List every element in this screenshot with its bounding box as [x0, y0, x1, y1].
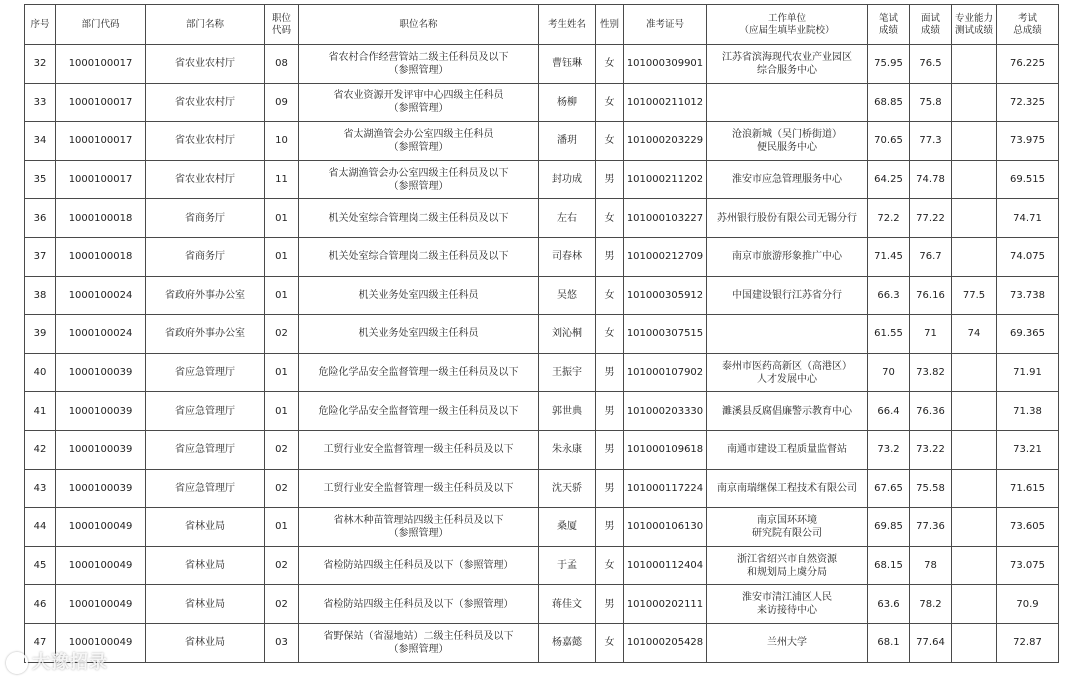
header-interview-line1: 面试: [920, 12, 940, 24]
cell-pos-name: [299, 353, 539, 392]
cell-written: 66.4: [868, 392, 910, 431]
cell-interview: 76.16: [910, 276, 952, 315]
cell-dept-name: 省应急管理厅: [146, 353, 265, 392]
cell-dept-name: 省商务厅: [146, 199, 265, 238]
cell-seq: 47: [25, 623, 56, 662]
watermark: [6, 648, 108, 674]
cell-name: 朱永康: [539, 430, 596, 469]
cell-ticket: 101000203229: [624, 122, 707, 161]
cell-seq: 38: [25, 276, 56, 315]
cell-skill: 74: [952, 315, 997, 354]
cell-gender: 男: [596, 508, 624, 547]
table-row: [25, 585, 1059, 624]
table-row: [25, 83, 1059, 122]
table-row: [25, 623, 1059, 662]
cell-skill: [952, 392, 997, 431]
cell-skill: [952, 508, 997, 547]
cell-skill: [952, 237, 997, 276]
cell-dept-code: 1000100049: [56, 508, 146, 547]
cell-total: 71.38: [997, 392, 1059, 431]
cell-pos-code: 01: [265, 199, 299, 238]
cell-interview: 76.5: [910, 45, 952, 84]
cell-employer: [707, 160, 868, 199]
cell-pos-code: 02: [265, 315, 299, 354]
cell-employer: [707, 237, 868, 276]
cell-employer: [707, 508, 868, 547]
cell-total: 73.075: [997, 546, 1059, 585]
cell-pos-name-line: 机关业务处室四级主任科员: [358, 328, 479, 340]
cell-pos-code: 02: [265, 430, 299, 469]
cell-written: 64.25: [868, 160, 910, 199]
cell-pos-name-line: 省太湖渔管会办公室四级主任科员: [343, 128, 494, 140]
cell-dept-name: 省林业局: [146, 623, 265, 662]
cell-employer: [707, 199, 868, 238]
cell-seq: 36: [25, 199, 56, 238]
cell-dept-name: 省农业农村厅: [146, 160, 265, 199]
header-dept-code: 部门代码: [56, 5, 146, 45]
cell-pos-name: [299, 546, 539, 585]
cell-pos-code: 01: [265, 508, 299, 547]
cell-pos-name: [299, 469, 539, 508]
cell-pos-name: [299, 508, 539, 547]
cell-employer-line: 浙江省绍兴市自然资源: [737, 553, 837, 565]
cell-employer-line: 南京国环环境: [757, 514, 817, 526]
cell-pos-name-line: 省农业资源开发评审中心四级主任科员: [333, 90, 504, 102]
cell-dept-code: 1000100024: [56, 315, 146, 354]
cell-employer: [707, 585, 868, 624]
cell-dept-name: 省林业局: [146, 546, 265, 585]
cell-interview: 76.7: [910, 237, 952, 276]
cell-pos-name: [299, 83, 539, 122]
cell-total: 69.515: [997, 160, 1059, 199]
cell-pos-name-line: （参照管理）: [388, 64, 449, 76]
cell-pos-code: 02: [265, 585, 299, 624]
cell-skill: [952, 623, 997, 662]
table-row: [25, 546, 1059, 585]
cell-written: 61.55: [868, 315, 910, 354]
header-skill: [952, 5, 997, 45]
cell-ticket: 101000202111: [624, 585, 707, 624]
header-row: [25, 5, 1059, 45]
cell-dept-name: 省林业局: [146, 585, 265, 624]
cell-interview: 73.22: [910, 430, 952, 469]
cell-employer-line: 兰州大学: [767, 637, 807, 649]
cell-seq: 45: [25, 546, 56, 585]
cell-name: 于孟: [539, 546, 596, 585]
cell-employer: [707, 45, 868, 84]
cell-dept-name: 省应急管理厅: [146, 469, 265, 508]
cell-seq: 44: [25, 508, 56, 547]
header-written: [868, 5, 910, 45]
cell-total: 76.225: [997, 45, 1059, 84]
cell-interview: 76.36: [910, 392, 952, 431]
cell-interview: 77.3: [910, 122, 952, 161]
cell-pos-name-line: 机关处室综合管理岗二级主任科员及以下: [328, 251, 509, 263]
cell-employer-line: 便民服务中心: [757, 141, 817, 153]
table-row: [25, 237, 1059, 276]
cell-pos-name-line: （参照管理）: [388, 180, 449, 192]
cell-employer-line: 和规划局上虞分局: [747, 566, 827, 578]
cell-ticket: 101000117224: [624, 469, 707, 508]
cell-gender: 男: [596, 392, 624, 431]
cell-pos-name: [299, 237, 539, 276]
cell-dept-name: 省政府外事办公室: [146, 315, 265, 354]
watermark-logo-icon: [6, 652, 28, 674]
cell-interview: 73.82: [910, 353, 952, 392]
results-table: [24, 4, 1059, 663]
cell-employer-line: 中国建设银行江苏省分行: [732, 289, 842, 301]
cell-gender: 女: [596, 315, 624, 354]
cell-pos-name: [299, 160, 539, 199]
cell-pos-name-line: 机关处室综合管理岗二级主任科员及以下: [328, 212, 509, 224]
header-pos-code-line2: 代码: [271, 24, 291, 36]
cell-ticket: 101000203330: [624, 392, 707, 431]
cell-pos-code: 09: [265, 83, 299, 122]
cell-dept-code: 1000100039: [56, 430, 146, 469]
cell-seq: 37: [25, 237, 56, 276]
cell-gender: 女: [596, 623, 624, 662]
header-employer-line1: 工作单位: [767, 12, 806, 24]
cell-employer: [707, 276, 868, 315]
cell-name: 司春林: [539, 237, 596, 276]
header-interview: [910, 5, 952, 45]
table-row: [25, 353, 1059, 392]
cell-skill: [952, 430, 997, 469]
cell-ticket: 101000112404: [624, 546, 707, 585]
cell-skill: [952, 199, 997, 238]
cell-employer: [707, 623, 868, 662]
cell-ticket: 101000309901: [624, 45, 707, 84]
table-row: [25, 508, 1059, 547]
cell-pos-name-line: 省太湖渔管会办公室四级主任科员及以下: [328, 167, 509, 179]
cell-written: 73.2: [868, 430, 910, 469]
cell-employer: [707, 469, 868, 508]
cell-total: 69.365: [997, 315, 1059, 354]
cell-interview: 74.78: [910, 160, 952, 199]
header-pos-code: [265, 5, 299, 45]
cell-seq: 42: [25, 430, 56, 469]
cell-interview: 77.64: [910, 623, 952, 662]
cell-pos-name-line: 工贸行业安全监督管理一级主任科员及以下: [323, 444, 514, 456]
cell-interview: 75.58: [910, 469, 952, 508]
cell-dept-code: 1000100018: [56, 237, 146, 276]
header-interview-line2: 成绩: [920, 24, 940, 36]
cell-dept-code: 1000100039: [56, 392, 146, 431]
cell-pos-name-line: 省林木种苗管理站四级主任科员及以下: [333, 514, 504, 526]
cell-written: 68.1: [868, 623, 910, 662]
header-total-line2: 总成绩: [1013, 24, 1042, 36]
cell-written: 71.45: [868, 237, 910, 276]
cell-employer: [707, 122, 868, 161]
header-written-line2: 成绩: [878, 24, 898, 36]
cell-employer-line: 江苏省滨海现代农业产业园区: [722, 51, 852, 63]
cell-total: 72.87: [997, 623, 1059, 662]
cell-employer-line: 人才发展中心: [757, 373, 817, 385]
cell-pos-name: [299, 623, 539, 662]
cell-gender: 女: [596, 45, 624, 84]
table-row: [25, 45, 1059, 84]
cell-seq: 43: [25, 469, 56, 508]
cell-dept-code: 1000100039: [56, 469, 146, 508]
cell-employer-line: 南京市旅游形象推广中心: [732, 251, 842, 263]
cell-dept-code: 1000100017: [56, 83, 146, 122]
cell-employer: [707, 430, 868, 469]
cell-pos-code: 03: [265, 623, 299, 662]
cell-seq: 35: [25, 160, 56, 199]
cell-skill: [952, 122, 997, 161]
cell-pos-name: [299, 45, 539, 84]
cell-written: 68.15: [868, 546, 910, 585]
header-total-line1: 考试: [1017, 12, 1037, 24]
cell-name: 吴悠: [539, 276, 596, 315]
header-employer: [707, 5, 868, 45]
cell-seq: 41: [25, 392, 56, 431]
cell-dept-code: 1000100024: [56, 276, 146, 315]
cell-total: 74.71: [997, 199, 1059, 238]
cell-pos-code: 02: [265, 546, 299, 585]
cell-gender: 男: [596, 160, 624, 199]
cell-name: 蒋佳文: [539, 585, 596, 624]
cell-gender: 女: [596, 276, 624, 315]
table-row: [25, 469, 1059, 508]
header-dept-name: 部门名称: [146, 5, 265, 45]
cell-pos-code: 01: [265, 237, 299, 276]
cell-employer-line: 来访接待中心: [757, 605, 817, 617]
cell-ticket: 101000107902: [624, 353, 707, 392]
cell-pos-name-line: 危险化学品安全监督管理一级主任科员及以下: [318, 367, 519, 379]
cell-pos-name-line: （参照管理）: [388, 141, 449, 153]
cell-ticket: 101000212709: [624, 237, 707, 276]
cell-pos-code: 01: [265, 392, 299, 431]
header-ticket: 准考证号: [624, 5, 707, 45]
cell-total: 73.975: [997, 122, 1059, 161]
cell-ticket: 101000205428: [624, 623, 707, 662]
cell-employer-line: 濉溪县反腐倡廉警示教育中心: [722, 405, 852, 417]
cell-dept-name: 省政府外事办公室: [146, 276, 265, 315]
cell-pos-code: 01: [265, 353, 299, 392]
cell-pos-name-line: （参照管理）: [388, 527, 449, 539]
cell-skill: [952, 546, 997, 585]
header-written-line1: 笔试: [878, 12, 898, 24]
cell-pos-name: [299, 315, 539, 354]
cell-gender: 女: [596, 546, 624, 585]
cell-pos-name: [299, 392, 539, 431]
cell-gender: 男: [596, 353, 624, 392]
cell-pos-name-line: 危险化学品安全监督管理一级主任科员及以下: [318, 405, 519, 417]
cell-pos-name-line: （参照管理）: [388, 103, 449, 115]
cell-total: 74.075: [997, 237, 1059, 276]
cell-seq: 32: [25, 45, 56, 84]
cell-employer: [707, 546, 868, 585]
cell-interview: 71: [910, 315, 952, 354]
cell-dept-code: 1000100018: [56, 199, 146, 238]
cell-dept-code: 1000100039: [56, 353, 146, 392]
table-row: [25, 276, 1059, 315]
cell-skill: [952, 83, 997, 122]
cell-skill: [952, 585, 997, 624]
header-total: [997, 5, 1059, 45]
cell-pos-code: 08: [265, 45, 299, 84]
cell-written: 63.6: [868, 585, 910, 624]
cell-interview: 78.2: [910, 585, 952, 624]
cell-gender: 男: [596, 585, 624, 624]
table-row: [25, 430, 1059, 469]
cell-pos-name: [299, 122, 539, 161]
cell-interview: 75.8: [910, 83, 952, 122]
cell-name: 王振宇: [539, 353, 596, 392]
cell-employer-line: 南通市建设工程质量监督站: [727, 444, 847, 456]
cell-pos-name-line: 省检防站四级主任科员及以下（参照管理）: [323, 560, 514, 572]
table-row: [25, 199, 1059, 238]
cell-ticket: 101000305912: [624, 276, 707, 315]
cell-written: 67.65: [868, 469, 910, 508]
cell-seq: 46: [25, 585, 56, 624]
cell-gender: 男: [596, 430, 624, 469]
cell-name: 刘沁桐: [539, 315, 596, 354]
cell-name: 封功成: [539, 160, 596, 199]
cell-dept-code: 1000100017: [56, 45, 146, 84]
table-row: [25, 122, 1059, 161]
header-skill-line2: 测试成绩: [954, 24, 993, 36]
cell-pos-name-line: （参照管理）: [388, 643, 449, 655]
cell-pos-name: [299, 430, 539, 469]
cell-total: 70.9: [997, 585, 1059, 624]
cell-name: 杨柳: [539, 83, 596, 122]
cell-dept-name: 省农业农村厅: [146, 83, 265, 122]
cell-seq: 33: [25, 83, 56, 122]
cell-written: 68.85: [868, 83, 910, 122]
cell-ticket: 101000211202: [624, 160, 707, 199]
cell-pos-code: 11: [265, 160, 299, 199]
cell-employer-line: 研究院有限公司: [752, 527, 822, 539]
cell-pos-name-line: 省检防站四级主任科员及以下（参照管理）: [323, 598, 514, 610]
header-employer-line2: （应届生填毕业院校）: [739, 24, 835, 36]
cell-name: 沈天骄: [539, 469, 596, 508]
cell-total: 71.615: [997, 469, 1059, 508]
cell-seq: 39: [25, 315, 56, 354]
cell-ticket: 101000211012: [624, 83, 707, 122]
cell-gender: 女: [596, 83, 624, 122]
cell-dept-code: 1000100049: [56, 585, 146, 624]
cell-pos-code: 10: [265, 122, 299, 161]
cell-dept-code: 1000100049: [56, 623, 146, 662]
cell-ticket: 101000109618: [624, 430, 707, 469]
cell-name: 曹钰琳: [539, 45, 596, 84]
cell-dept-code: 1000100017: [56, 160, 146, 199]
cell-pos-name-line: 机关业务处室四级主任科员: [358, 289, 479, 301]
watermark-text: 大豫招录: [32, 652, 108, 673]
cell-seq: 40: [25, 353, 56, 392]
table-row: [25, 160, 1059, 199]
cell-dept-name: 省商务厅: [146, 237, 265, 276]
cell-pos-name: [299, 199, 539, 238]
cell-skill: 77.5: [952, 276, 997, 315]
cell-name: 潘玥: [539, 122, 596, 161]
header-gender: 性别: [596, 5, 624, 45]
cell-employer-line: 泰州市医药高新区（高港区）: [722, 360, 852, 372]
cell-written: 75.95: [868, 45, 910, 84]
cell-employer-line: 淮安市应急管理服务中心: [732, 174, 842, 186]
cell-name: 郭世典: [539, 392, 596, 431]
header-skill-line1: 专业能力: [954, 12, 993, 24]
cell-interview: 77.22: [910, 199, 952, 238]
cell-name: 杨嘉懿: [539, 623, 596, 662]
cell-employer-line: 南京南瑞继保工程技术有限公司: [717, 482, 857, 494]
cell-gender: 女: [596, 122, 624, 161]
cell-dept-name: 省农业农村厅: [146, 45, 265, 84]
cell-ticket: 101000307515: [624, 315, 707, 354]
cell-total: 71.91: [997, 353, 1059, 392]
cell-written: 70: [868, 353, 910, 392]
cell-skill: [952, 45, 997, 84]
cell-pos-code: 02: [265, 469, 299, 508]
cell-employer-line: 沧浪新城（吴门桥街道）: [732, 128, 842, 140]
cell-dept-name: 省农业农村厅: [146, 122, 265, 161]
cell-interview: 78: [910, 546, 952, 585]
table-row: [25, 392, 1059, 431]
cell-skill: [952, 160, 997, 199]
cell-pos-name-line: 工贸行业安全监督管理一级主任科员及以下: [323, 482, 514, 494]
cell-employer-line: 综合服务中心: [757, 64, 817, 76]
cell-employer: [707, 83, 868, 122]
cell-written: 66.3: [868, 276, 910, 315]
cell-pos-name: [299, 585, 539, 624]
cell-dept-name: 省林业局: [146, 508, 265, 547]
cell-employer: [707, 315, 868, 354]
cell-employer: [707, 353, 868, 392]
cell-pos-name-line: 省野保站（省湿地站）二级主任科员及以下: [323, 630, 514, 642]
cell-gender: 女: [596, 199, 624, 238]
cell-employer-line: 苏州银行股份有限公司无锡分行: [717, 212, 857, 224]
cell-total: 73.605: [997, 508, 1059, 547]
header-pos-name: 职位名称: [299, 5, 539, 45]
cell-pos-code: 01: [265, 276, 299, 315]
cell-total: 73.21: [997, 430, 1059, 469]
table-row: [25, 315, 1059, 354]
cell-skill: [952, 353, 997, 392]
cell-pos-name: [299, 276, 539, 315]
cell-total: 72.325: [997, 83, 1059, 122]
cell-skill: [952, 469, 997, 508]
cell-total: 73.738: [997, 276, 1059, 315]
cell-dept-code: 1000100017: [56, 122, 146, 161]
results-body: [25, 45, 1059, 663]
cell-gender: 男: [596, 469, 624, 508]
cell-ticket: 101000103227: [624, 199, 707, 238]
header-pos-code-line1: 职位: [271, 12, 291, 24]
cell-name: 桑厦: [539, 508, 596, 547]
cell-dept-code: 1000100049: [56, 546, 146, 585]
cell-dept-name: 省应急管理厅: [146, 430, 265, 469]
cell-gender: 男: [596, 237, 624, 276]
cell-dept-name: 省应急管理厅: [146, 392, 265, 431]
header-name: 考生姓名: [539, 5, 596, 45]
cell-written: 70.65: [868, 122, 910, 161]
cell-name: 左右: [539, 199, 596, 238]
cell-seq: 34: [25, 122, 56, 161]
cell-employer: [707, 392, 868, 431]
header-seq: 序号: [25, 5, 56, 45]
cell-pos-name-line: 省农村合作经营管站二级主任科员及以下: [328, 51, 509, 63]
cell-employer-line: 淮安市清江浦区人民: [742, 592, 832, 604]
cell-written: 72.2: [868, 199, 910, 238]
cell-interview: 77.36: [910, 508, 952, 547]
cell-written: 69.85: [868, 508, 910, 547]
cell-ticket: 101000106130: [624, 508, 707, 547]
